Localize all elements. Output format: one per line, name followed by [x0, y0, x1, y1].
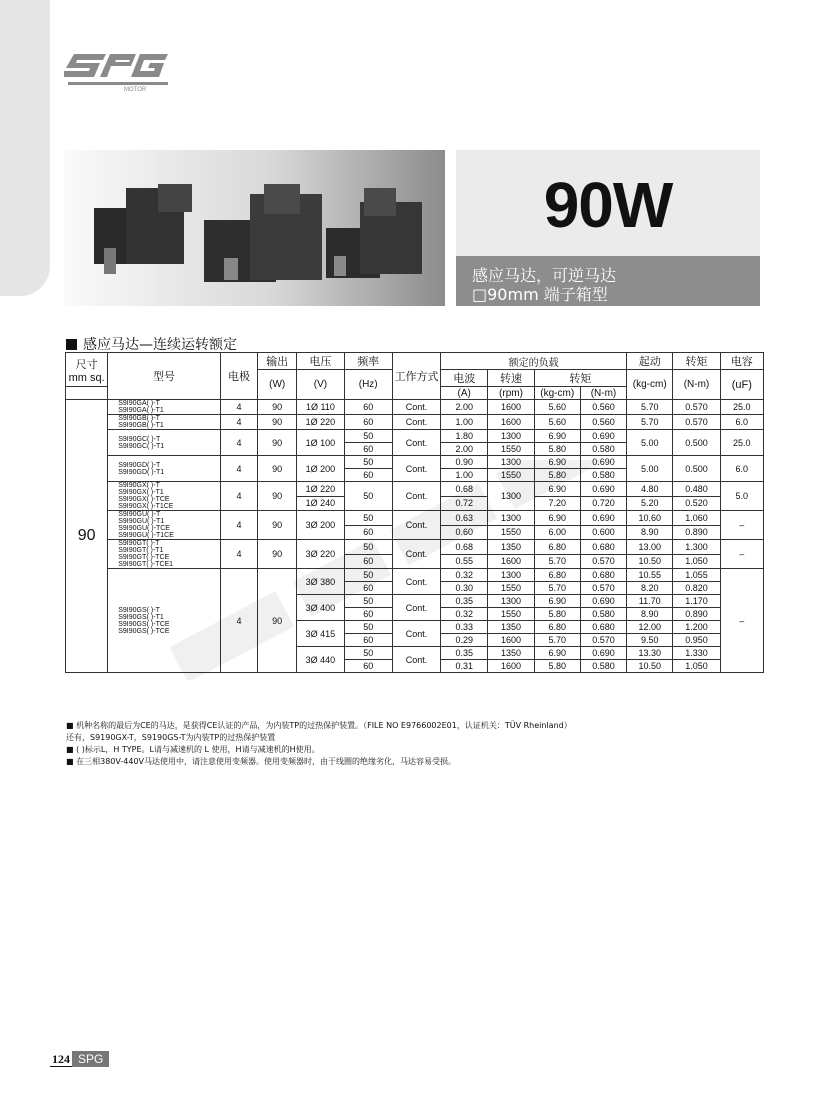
model-name: S9I90GT( )-T1 — [118, 547, 164, 554]
table-cell: 6.90 — [534, 482, 580, 497]
square-bullet-icon — [66, 339, 77, 350]
table-cell: 1300 — [488, 482, 534, 511]
table-cell: 3Ø 380 — [297, 569, 344, 595]
page-footer — [50, 1052, 109, 1067]
table-cell: 1.170 — [673, 595, 720, 608]
model-name: S9I90GA( )-T — [118, 400, 160, 407]
model-name: S9I90GS( )-TCE — [118, 620, 170, 628]
table-cell: 1300 — [488, 456, 534, 469]
model-name: S9I90GU( )-TCE — [118, 525, 170, 532]
table-cell: 0.35 — [441, 595, 488, 608]
table-cell: 5.60 — [534, 415, 580, 430]
table-cell: 4 — [220, 456, 257, 482]
table-cell: Cont. — [392, 540, 440, 569]
table-cell: 13.00 — [627, 540, 673, 555]
header-size: 尺寸 mm sq. — [66, 353, 108, 387]
model-name: S9I90GU( )-T — [118, 511, 161, 518]
table-cell: 0.72 — [441, 496, 488, 511]
header-model: 型号 — [108, 353, 221, 400]
model-name: S9I90GB( )-T1 — [118, 422, 164, 429]
model-name: S9I90GS( )-T1 — [118, 613, 164, 621]
table-cell: 90 — [258, 400, 297, 415]
model-cell — [108, 415, 221, 430]
header-capacitor-unit: (uF) — [720, 370, 763, 400]
table-cell: 60 — [344, 608, 392, 621]
model-name: S9I90GB( )-T — [118, 415, 160, 422]
model-cell — [108, 511, 221, 540]
header-voltage-unit: (V) — [297, 370, 344, 400]
table-cell: 6.0 — [720, 415, 763, 430]
table-cell: 5.70 — [627, 415, 673, 430]
footer-brand: SPG — [72, 1051, 109, 1067]
table-cell: 6.90 — [534, 595, 580, 608]
table-cell: 4 — [220, 569, 257, 673]
table-cell: 1600 — [488, 400, 534, 415]
table-cell: 1350 — [488, 647, 534, 660]
table-cell: 6.80 — [534, 540, 580, 555]
page-number: 124 — [52, 1052, 70, 1066]
spec-table — [65, 352, 764, 673]
table-cell: 0.690 — [580, 647, 626, 660]
table-cell: 0.32 — [441, 608, 488, 621]
subtitle-line-2: □90mm 端子箱型 — [472, 285, 608, 304]
table-cell: 0.55 — [441, 554, 488, 569]
table-cell: 0.570 — [580, 554, 626, 569]
table-row — [66, 456, 764, 469]
model-name: S9I90GA( )-T1 — [118, 407, 164, 414]
model-name: S9I90GX( )-TCE — [118, 496, 170, 503]
model-name: S9I90GX( )-T1CE — [118, 503, 174, 510]
table-cell: 6.0 — [720, 456, 763, 482]
table-cell: 4 — [220, 482, 257, 511]
model-name: S9I90GT( )-T — [118, 540, 160, 547]
table-cell: 5.80 — [534, 443, 580, 456]
table-cell: 0.680 — [580, 540, 626, 555]
table-cell: 1350 — [488, 621, 534, 634]
table-cell: 5.60 — [534, 400, 580, 415]
table-row — [66, 540, 764, 555]
header-start: 起动 — [627, 353, 673, 370]
header-output: 输出 — [258, 353, 297, 370]
table-cell: Cont. — [392, 456, 440, 482]
section-heading — [66, 334, 237, 354]
table-cell: 0.890 — [673, 608, 720, 621]
table-row — [66, 511, 764, 526]
table-cell: 3Ø 415 — [297, 621, 344, 647]
model-cell — [108, 482, 221, 511]
table-cell: 6.80 — [534, 569, 580, 582]
table-cell: 60 — [344, 469, 392, 482]
table-cell: 5.00 — [627, 456, 673, 482]
motors-image — [64, 150, 445, 306]
table-cell: 0.580 — [580, 443, 626, 456]
table-cell: 25.0 — [720, 400, 763, 415]
title-box — [456, 150, 760, 306]
model-name: S9I90GD( )-T — [118, 461, 161, 469]
table-cell: 6.90 — [534, 456, 580, 469]
table-cell: 50 — [344, 569, 392, 582]
table-cell: 0.570 — [673, 400, 720, 415]
table-cell: 6.00 — [534, 525, 580, 540]
model-cell — [108, 569, 221, 673]
table-cell: 60 — [344, 554, 392, 569]
table-cell: 1Ø 100 — [297, 430, 344, 456]
table-cell: 50 — [344, 621, 392, 634]
table-cell: 10.50 — [627, 554, 673, 569]
table-cell: 3Ø 400 — [297, 595, 344, 621]
table-cell: 5.80 — [534, 660, 580, 673]
notes — [66, 720, 572, 768]
table-cell: 90 — [258, 430, 297, 456]
table-cell: 0.30 — [441, 582, 488, 595]
table-cell: 90 — [258, 482, 297, 511]
spec-table-body — [66, 400, 764, 673]
table-cell: 1600 — [488, 554, 534, 569]
table-cell: 6.90 — [534, 430, 580, 443]
table-cell: 1550 — [488, 525, 534, 540]
table-cell: 4 — [220, 430, 257, 456]
table-cell: 90 — [258, 511, 297, 540]
table-cell: 0.680 — [580, 569, 626, 582]
table-cell: 3Ø 440 — [297, 647, 344, 673]
model-name: S9I90GT( )-TCE1 — [118, 561, 174, 568]
table-cell: 60 — [344, 525, 392, 540]
table-cell: 60 — [344, 582, 392, 595]
table-cell: Cont. — [392, 621, 440, 647]
table-cell: 9.50 — [627, 634, 673, 647]
table-cell: 5.80 — [534, 608, 580, 621]
table-cell: 0.480 — [673, 482, 720, 497]
table-cell: 0.68 — [441, 482, 488, 497]
header-current-unit: (A) — [441, 387, 488, 400]
table-cell: 5.70 — [627, 400, 673, 415]
table-cell: 1350 — [488, 540, 534, 555]
table-cell: 2.00 — [441, 443, 488, 456]
table-cell: 0.580 — [580, 469, 626, 482]
table-cell: 5.00 — [627, 430, 673, 456]
table-cell: 6.90 — [534, 647, 580, 660]
table-cell: 0.720 — [580, 496, 626, 511]
table-cell: 50 — [344, 482, 392, 511]
table-cell: 0.60 — [441, 525, 488, 540]
table-cell: Cont. — [392, 569, 440, 595]
header-speed-unit: (rpm) — [488, 387, 534, 400]
table-cell: 50 — [344, 430, 392, 443]
table-cell: 90 — [258, 456, 297, 482]
note-4: ■ 在三相380V-440V马达使用中，请注意使用变频器。使用变频器时，由于线圈的绝缘劣化，马达容易受损。 — [66, 757, 456, 766]
table-cell: 5.0 — [720, 482, 763, 511]
table-cell: 1Ø 110 — [297, 400, 344, 415]
header-size-blank — [66, 387, 108, 400]
table-cell: 0.520 — [673, 496, 720, 511]
header-rated-load: 额定的负载 — [441, 353, 627, 370]
table-cell: 4 — [220, 415, 257, 430]
table-cell: 0.500 — [673, 456, 720, 482]
table-cell: 1Ø 240 — [297, 496, 344, 511]
table-cell: 0.35 — [441, 647, 488, 660]
header-frequency: 频率 — [344, 353, 392, 370]
table-cell: 1.00 — [441, 415, 488, 430]
model-name: S9I90GX( )-T — [118, 482, 160, 489]
table-cell: 1.80 — [441, 430, 488, 443]
power-title: 90W — [543, 169, 673, 241]
size-cell: 90 — [66, 400, 108, 673]
table-cell: 3Ø 200 — [297, 511, 344, 540]
table-cell: 1300 — [488, 511, 534, 526]
table-cell: 90 — [258, 415, 297, 430]
motor-left — [94, 184, 192, 274]
model-name: S9I90GU( )-T1 — [118, 518, 165, 525]
table-cell: 0.690 — [580, 595, 626, 608]
table-cell: 5.80 — [534, 469, 580, 482]
motor-right — [326, 188, 422, 278]
table-cell: 0.560 — [580, 415, 626, 430]
table-cell: 0.570 — [580, 582, 626, 595]
table-cell: 8.90 — [627, 525, 673, 540]
subtitle-line-1: 感应马达，可逆马达 — [472, 266, 617, 285]
section-heading-text: 感应马达—连续运转额定 — [83, 337, 237, 353]
subtitle-bar — [456, 256, 760, 306]
logo-sub-text: MOTOR — [124, 87, 147, 93]
table-cell: 1.050 — [673, 660, 720, 673]
table-cell: 1300 — [488, 595, 534, 608]
table-cell: 0.570 — [580, 634, 626, 647]
header-torque-unit-kgcm: (kg-cm) — [534, 387, 580, 400]
table-row — [66, 430, 764, 443]
table-cell: Cont. — [392, 647, 440, 673]
table-cell: 0.33 — [441, 621, 488, 634]
table-cell: 0.29 — [441, 634, 488, 647]
header-current: 电波 — [441, 370, 488, 387]
table-cell: 4 — [220, 540, 257, 569]
table-cell: 13.30 — [627, 647, 673, 660]
table-cell: Cont. — [392, 400, 440, 415]
table-cell: 1550 — [488, 469, 534, 482]
table-cell: 0.680 — [580, 621, 626, 634]
table-cell: 5.70 — [534, 554, 580, 569]
table-cell: 3Ø 220 — [297, 540, 344, 569]
table-cell: 0.580 — [580, 608, 626, 621]
table-cell: 60 — [344, 400, 392, 415]
table-cell: 1.050 — [673, 554, 720, 569]
table-cell: 60 — [344, 443, 392, 456]
table-cell: 10.55 — [627, 569, 673, 582]
table-cell: 0.32 — [441, 569, 488, 582]
header-torque-unit-nm: (N-m) — [580, 387, 626, 400]
table-cell: Cont. — [392, 511, 440, 540]
model-name: S9I90GD( )-T1 — [118, 468, 165, 476]
table-cell: 1Ø 200 — [297, 456, 344, 482]
header-start-torque: 转矩 — [673, 353, 720, 370]
table-cell: 50 — [344, 456, 392, 469]
header-start-unit: (kg-cm) — [627, 370, 673, 400]
note-1: ■ 机种名称的最后为CE的马达，是获得CE认证的产品，为内装TP的过热保护装置。（FILE NO E9766002E01，认证机关：TÜV Rheinland） — [66, 721, 572, 730]
table-cell: 1550 — [488, 443, 534, 456]
header-frequency-unit: (Hz) — [344, 370, 392, 400]
table-cell: 10.60 — [627, 511, 673, 526]
note-3: ■ ( )标示L，H TYPE。L请与减速机的 L 使用，H请与减速机的H使用。 — [66, 745, 320, 754]
table-cell: 25.0 — [720, 430, 763, 456]
table-cell: 1.055 — [673, 569, 720, 582]
model-name: S9I90GU( )-T1CE — [118, 532, 174, 539]
table-cell: 50 — [344, 511, 392, 526]
table-cell: 0.820 — [673, 582, 720, 595]
table-cell: – — [720, 540, 763, 569]
table-cell: 1.00 — [441, 469, 488, 482]
table-cell: 0.950 — [673, 634, 720, 647]
table-cell: 1600 — [488, 634, 534, 647]
header-poles: 电极 — [220, 353, 257, 400]
table-cell: 60 — [344, 660, 392, 673]
table-cell: 12.00 — [627, 621, 673, 634]
model-cell — [108, 430, 221, 456]
table-cell: 10.50 — [627, 660, 673, 673]
table-cell: Cont. — [392, 415, 440, 430]
table-row — [66, 482, 764, 497]
table-cell: 50 — [344, 540, 392, 555]
table-cell: 5.20 — [627, 496, 673, 511]
table-cell: 0.500 — [673, 430, 720, 456]
table-cell: 0.690 — [580, 511, 626, 526]
table-cell: 60 — [344, 634, 392, 647]
table-cell: 4 — [220, 511, 257, 540]
header-voltage: 电压 — [297, 353, 344, 370]
table-cell: 90 — [258, 569, 297, 673]
table-cell: 0.31 — [441, 660, 488, 673]
table-cell: Cont. — [392, 595, 440, 621]
header-speed: 转速 — [488, 370, 534, 387]
table-cell: 1Ø 220 — [297, 415, 344, 430]
table-cell: 7.20 — [534, 496, 580, 511]
table-cell: 1550 — [488, 582, 534, 595]
table-cell: 1550 — [488, 608, 534, 621]
table-cell: 1Ø 220 — [297, 482, 344, 497]
model-cell — [108, 540, 221, 569]
table-cell: 4 — [220, 400, 257, 415]
model-name: S9I90GC( )-T1 — [118, 442, 165, 450]
table-cell: 5.70 — [534, 634, 580, 647]
table-cell: 0.570 — [673, 415, 720, 430]
model-cell — [108, 456, 221, 482]
table-cell: 0.690 — [580, 456, 626, 469]
motor-center — [204, 184, 322, 282]
table-cell: 1.200 — [673, 621, 720, 634]
table-cell: 0.63 — [441, 511, 488, 526]
table-cell: 1600 — [488, 660, 534, 673]
table-cell: 6.90 — [534, 511, 580, 526]
table-cell: – — [720, 511, 763, 540]
table-cell: 60 — [344, 415, 392, 430]
side-tab — [0, 0, 50, 296]
spg-logo — [64, 44, 174, 94]
header-capacitor: 电容 — [720, 353, 763, 370]
table-cell: 6.80 — [534, 621, 580, 634]
table-cell: 1.330 — [673, 647, 720, 660]
table-cell: 1300 — [488, 430, 534, 443]
model-name: S9I90GC( )-T — [118, 435, 161, 443]
table-cell: 0.600 — [580, 525, 626, 540]
model-name: S9I90GX( )-T1 — [118, 489, 164, 496]
product-photo — [64, 150, 445, 306]
table-cell: Cont. — [392, 482, 440, 511]
model-name: S9I90GT( )-TCE — [118, 554, 170, 561]
table-cell: 0.580 — [580, 660, 626, 673]
table-cell: 90 — [258, 540, 297, 569]
table-cell: 50 — [344, 595, 392, 608]
table-cell: 1.060 — [673, 511, 720, 526]
table-cell: 50 — [344, 647, 392, 660]
table-cell: 11.70 — [627, 595, 673, 608]
table-cell: 1.300 — [673, 540, 720, 555]
table-cell: 1300 — [488, 569, 534, 582]
table-cell: 0.68 — [441, 540, 488, 555]
model-cell — [108, 400, 221, 415]
table-cell: – — [720, 569, 763, 673]
table-cell: 0.690 — [580, 482, 626, 497]
header-output-unit: (W) — [258, 370, 297, 400]
note-2: 还有，S9190GX-T，S9190GS-T为内装TP的过热保护装置 — [66, 733, 276, 742]
header-torque: 转矩 — [534, 370, 627, 387]
table-cell: 0.890 — [673, 525, 720, 540]
table-cell: 2.00 — [441, 400, 488, 415]
table-cell: 5.70 — [534, 582, 580, 595]
table-cell: 0.560 — [580, 400, 626, 415]
header-duty: 工作方式 — [392, 353, 440, 400]
model-name: S9I90GS( )-T — [118, 606, 160, 614]
table-cell: 8.90 — [627, 608, 673, 621]
table-cell: 8.20 — [627, 582, 673, 595]
table-cell: 0.90 — [441, 456, 488, 469]
table-cell: 1600 — [488, 415, 534, 430]
table-cell: Cont. — [392, 430, 440, 456]
table-cell: 0.690 — [580, 430, 626, 443]
table-cell: 4.80 — [627, 482, 673, 497]
table-row — [66, 569, 764, 582]
model-name: S9I90GS( )-TCE — [118, 627, 170, 635]
header-start-torque-unit: (N-m) — [673, 370, 720, 400]
